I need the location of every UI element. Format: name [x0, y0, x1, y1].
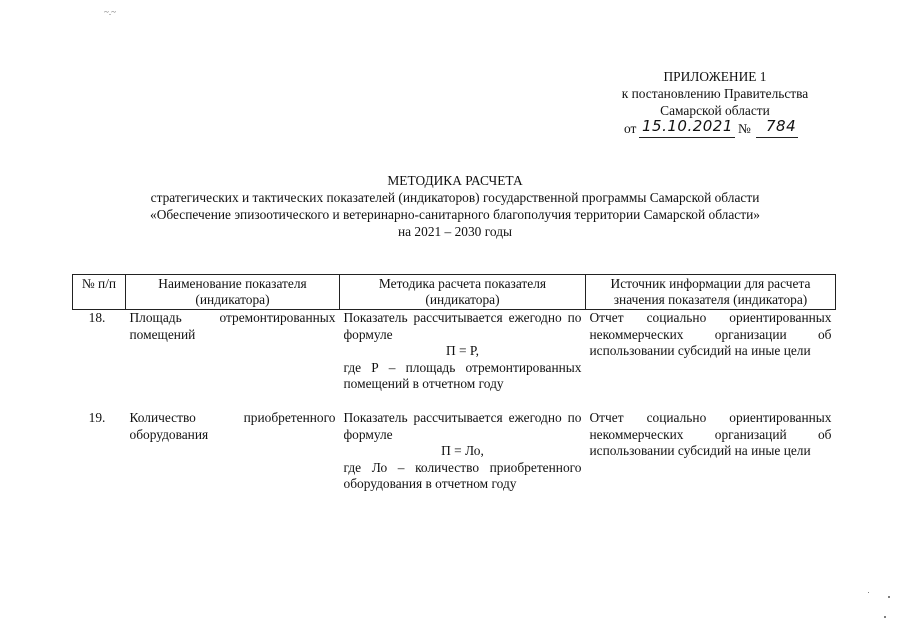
date-underline — [639, 137, 735, 138]
indicator-table — [72, 274, 836, 493]
document-title: МЕТОДИКА РАСЧЕТА — [387, 173, 523, 188]
scan-speck — [868, 592, 869, 593]
method-cell — [340, 410, 586, 493]
row-number: 19. — [88, 410, 106, 425]
method-intro: Показатель рассчитывается ежегодно по формуле — [343, 410, 582, 442]
document-title-block — [40, 172, 870, 240]
appendix-block — [580, 68, 850, 140]
table-row — [73, 410, 836, 493]
source-cell: Отчет социально ориентированных некоммерческих организаций об использовании субсидий на иные цели — [589, 410, 832, 458]
indicator-name: Площадь отремонтированных помещений — [129, 310, 336, 342]
formula: П = Ло, — [441, 443, 484, 458]
header-method: Методика расчета показателя (индикатора) — [340, 275, 586, 310]
formula: П = Р, — [445, 343, 480, 358]
handwritten-date: 15.10.2021 — [642, 117, 733, 135]
method-cell — [340, 310, 586, 411]
appendix-line-2: к постановлению Правительства — [621, 86, 809, 101]
method-intro: Показатель рассчитывается ежегодно по формуле — [343, 310, 582, 342]
scan-speck — [884, 616, 886, 618]
document-subtitle-1: стратегических и тактических показателей (индикаторов) государственной программы Самарской области — [150, 190, 760, 205]
method-explanation: где Р – площадь отремонтированных помещений в отчетном году — [343, 359, 582, 391]
indicator-name: Количество приобретенного оборудования — [129, 410, 336, 442]
row-number: 18. — [88, 310, 106, 325]
handwritten-number: 784 — [766, 117, 797, 135]
table-row — [73, 310, 836, 411]
table-header-row — [73, 275, 836, 310]
from-label: от — [624, 121, 637, 136]
number-underline — [756, 137, 798, 138]
source-cell: Отчет социально ориентированных некоммерческих организации об использовании субсидий на иные цели — [589, 310, 832, 358]
header-source: Источник информации для расчета значения показателя (индикатора) — [586, 275, 836, 310]
appendix-line-3: Самарской области — [660, 103, 770, 118]
document-subtitle-3: на 2021 – 2030 годы — [397, 224, 513, 239]
signature-line — [580, 117, 850, 140]
appendix-title: ПРИЛОЖЕНИЕ 1 — [663, 69, 767, 84]
header-mark: ~.~ — [104, 7, 116, 17]
document-subtitle-2: «Обеспечение эпизоотического и ветеринарно-санитарного благополучия территории Самарской области» — [150, 207, 760, 222]
header-num: № п/п — [73, 275, 126, 310]
header-name: Наименование показателя (индикатора) — [126, 275, 340, 310]
method-explanation: где Ло – количество приобретенного оборудования в отчетном году — [343, 459, 582, 491]
scan-speck — [888, 596, 890, 598]
number-label: № — [738, 121, 751, 136]
